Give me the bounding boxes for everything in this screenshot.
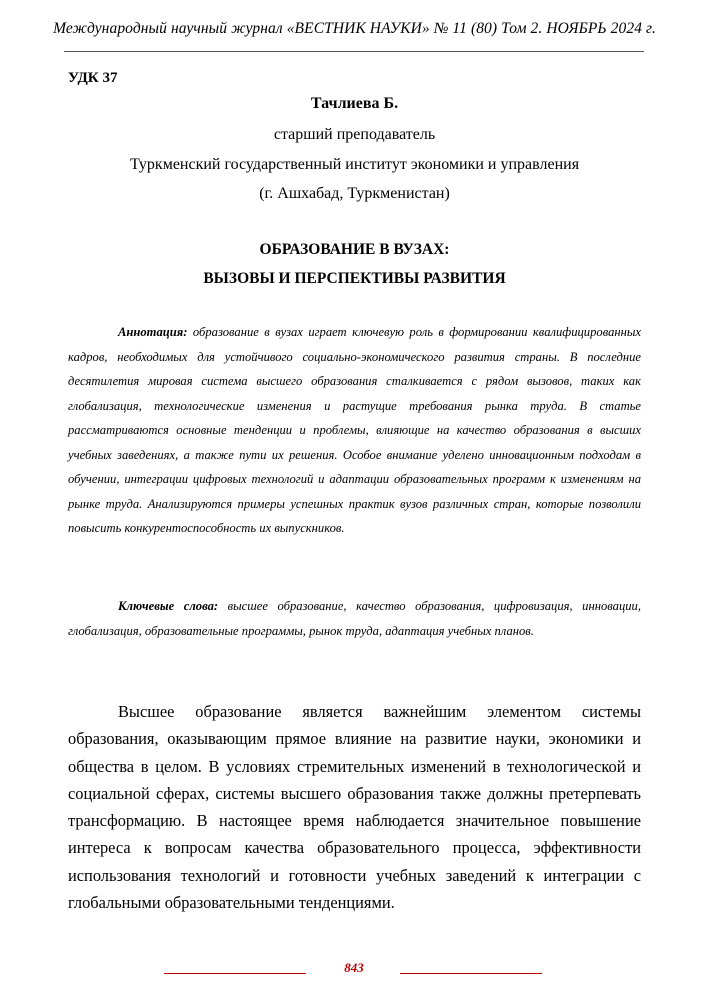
article-title-line-2: ВЫЗОВЫ И ПЕРСПЕКТИВЫ РАЗВИТИЯ — [203, 270, 506, 287]
footer-line-right — [400, 973, 542, 974]
keywords-block — [68, 594, 641, 643]
keywords-label: Ключевые слова: — [118, 599, 219, 613]
author-position: старший преподаватель — [273, 126, 436, 143]
author-name: Тачлиева Б. — [310, 95, 399, 112]
journal-header: Международный научный журнал «ВЕСТНИК НАУКИ» № 11 (80) Том 2. НОЯБРЬ 2024 г. — [53, 20, 656, 37]
keywords-text: высшее образование, качество образования, цифровизация, инновации, глобализация, образовательные программы, рынок труда, адаптация учебных планов. — [68, 599, 641, 638]
author-city: (г. Ашхабад, Туркменистан) — [259, 185, 450, 202]
abstract-block — [68, 320, 641, 541]
author-institute: Туркменский государственный институт экономики и управления — [129, 156, 580, 173]
udk-code: УДК 37 — [68, 70, 118, 86]
page-number: 843 — [344, 960, 364, 975]
body-paragraph — [68, 698, 641, 916]
abstract-label: Аннотация: — [118, 325, 188, 339]
footer-line-left — [164, 973, 306, 974]
body-paragraph-text: Высшее образование является важнейшим элементом системы образования, оказывающим прямое влияние на развитие науки, экономики и общества в целом. В условиях стремительных изменений в технологической и социальной сферах, системы высшего образования также должны претерпевать трансформацию. В настоящее время наблюдается значительное повышение интереса к вопросам качества образовательного процесса, эффективности использования технологий и готовности учебных заведений к интеграции с глобальными образовательными тенденциями. — [68, 702, 641, 913]
article-title-line-1: ОБРАЗОВАНИЕ В ВУЗАХ: — [259, 241, 450, 258]
header-divider — [64, 51, 644, 52]
abstract-text: образование в вузах играет ключевую роль в формировании квалифицированных кадров, необходимых для устойчивого социально-экономического развития страны. В последние десятилетия мировая система высшего образования сталкивается с рядом вызовов, таких как глобализация, технологические изменения и растущие требования рынка труда. В статье рассматриваются основные тенденции и проблемы, влияющие на качество образования в высших учебных заведениях, а также пути их решения. Особое внимание уделено инновационным подходам в обучении, интеграции цифровых технологий и адаптации образовательных программ к изменениям на рынке труда. Анализируются примеры успешных практик вузов различных стран, которые позволили повысить конкурентоспособность их выпускников. — [68, 325, 641, 535]
